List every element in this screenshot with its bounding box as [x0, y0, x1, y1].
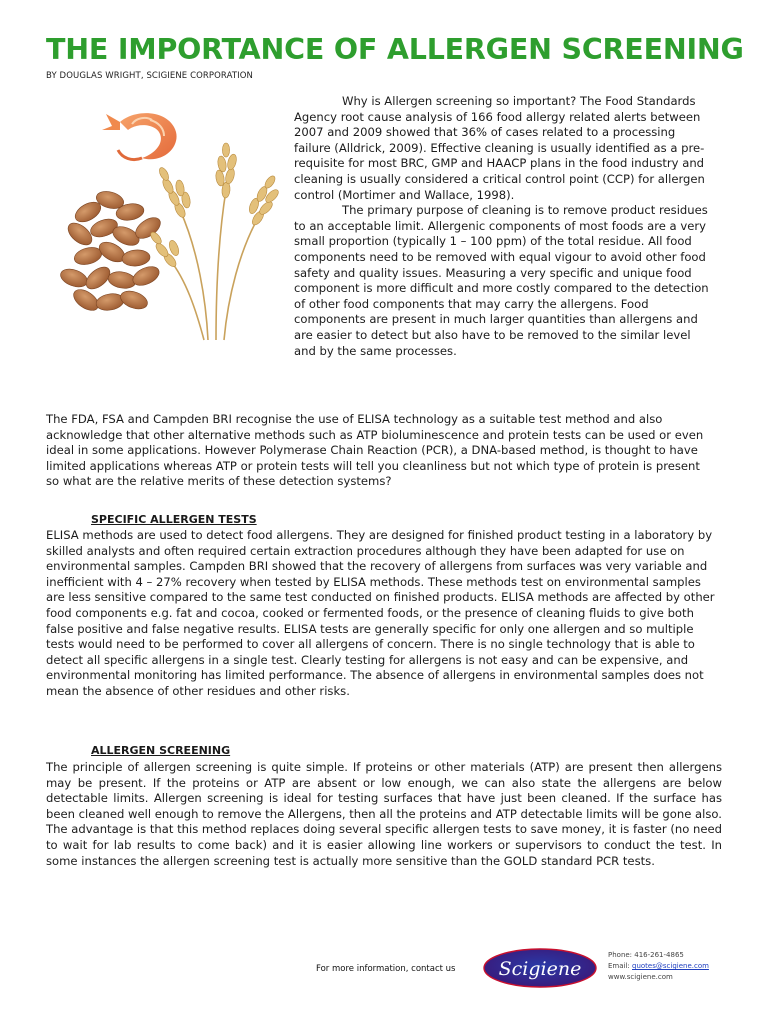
specific-allergen-tests-heading: SPECIFIC ALLERGEN TESTS: [91, 513, 257, 526]
contact-details: [608, 950, 709, 983]
page-title: THE IMPORTANCE OF ALLERGEN SCREENING: [46, 33, 744, 66]
illustration-spacer: [46, 94, 294, 356]
allergen-screening-heading: ALLERGEN SCREENING: [91, 744, 231, 757]
email-line: [608, 961, 709, 972]
scigiene-logo: [482, 947, 598, 989]
intro-paragraph-2: The primary purpose of cleaning is to remove product residues to an acceptable limit. Allergenic components of most foods are a very small proportion (typically 1 – 100 ppm) of the total residue. All food components need to be removed with equal vigour to avoid other food safety and quality issues. Measuring a very specific and unique food component is more difficult and more costly compared to the detection of other food components that may carry the allergens. Food components are present in much larger quantities than allergens and are easier to detect but also have to be removed to the similar level and by the same processes.: [294, 203, 709, 358]
website-link[interactable]: www.scigiene.com: [608, 973, 673, 981]
email-label: Email:: [608, 962, 633, 970]
phone-number: Phone: 416-261-4865: [608, 951, 684, 959]
byline: BY DOUGLAS WRIGHT, SCIGIENE CORPORATION: [46, 71, 253, 81]
intro-section: [46, 94, 714, 359]
allergen-screening-body: The principle of allergen screening is quite simple. If proteins or other materials (ATP) are present then allergens may be present. If the proteins or ATP are absent or low enough, we can also state the allergens are below detectable limits. Allergen screening is ideal for testing surfaces that have just been cleaned. If the surface has been cleaned well enough to remove the Allergens, then all the proteins and ATP detectable limits will be gone also. The advantage is that this method replaces doing several specific allergen tests to save money, it is faster (no need to wait for lab results to come back) and it is easier allowing line workers or supervisors to conduct the test. In some instances the allergen screening test is actually more sensitive than the GOLD standard PCR tests.: [46, 760, 722, 868]
fda-paragraph: The FDA, FSA and Campden BRI recognise the use of ELISA technology as a suitable test method and also acknowledge that other alternative methods such as ATP bioluminescence and protein tests can be used or even ideal in some applications. However Polymerase Chain Reaction (PCR), a DNA-based method, is thought to have limited applications whereas ATP or protein tests will tell you cleanliness but not which type of protein is present so what are the relative merits of these detection systems?: [46, 412, 704, 489]
intro-paragraph-1: Why is Allergen screening so important? The Food Standards Agency root cause analysis of 166 food allergy related alerts between 2007 and 2009 showed that 36% of cases related to a processing failure (Alldrick, 2009). Effective cleaning is usually identified as a pre-requisite for most BRC, GMP and HAACP plans in the food industry and cleaning is usually considered a critical control point (CCP) for allergen control (Mortimer and Wallace, 1998).: [294, 94, 705, 202]
contact-call-to-action: For more information, contact us: [316, 964, 456, 974]
email-link[interactable]: quotes@scigiene.com: [632, 962, 709, 970]
logo-wordmark: Scigiene: [498, 958, 582, 980]
specific-allergen-tests-body: ELISA methods are used to detect food allergens. They are designed for finished product testing in a laboratory by skilled analysts and often required certain extraction procedures although they have been adapted for use on environmental samples. Campden BRI showed that the recovery of allergens from surfaces was very variable and inefficient with 4 – 27% recovery when tested by ELISA methods. These methods test on environmental samples are less sensitive compared to the same test conducted on finished products. ELISA methods are affected by other food components e.g. fat and cocoa, cooked or fermented foods, or the presence of cleaning fluids to give both false positive and false negative results. ELISA tests are generally specific for only one allergen and so multiple tests would need to be performed to cover all allergens of concern. There is no single technology that is able to detect all specific allergens in a single test. Clearly testing for allergens is not easy and can be expensive, and environmental monitoring has limited performance. The absence of allergens in environmental samples does not mean the absence of other residues and other risks.: [46, 528, 715, 698]
